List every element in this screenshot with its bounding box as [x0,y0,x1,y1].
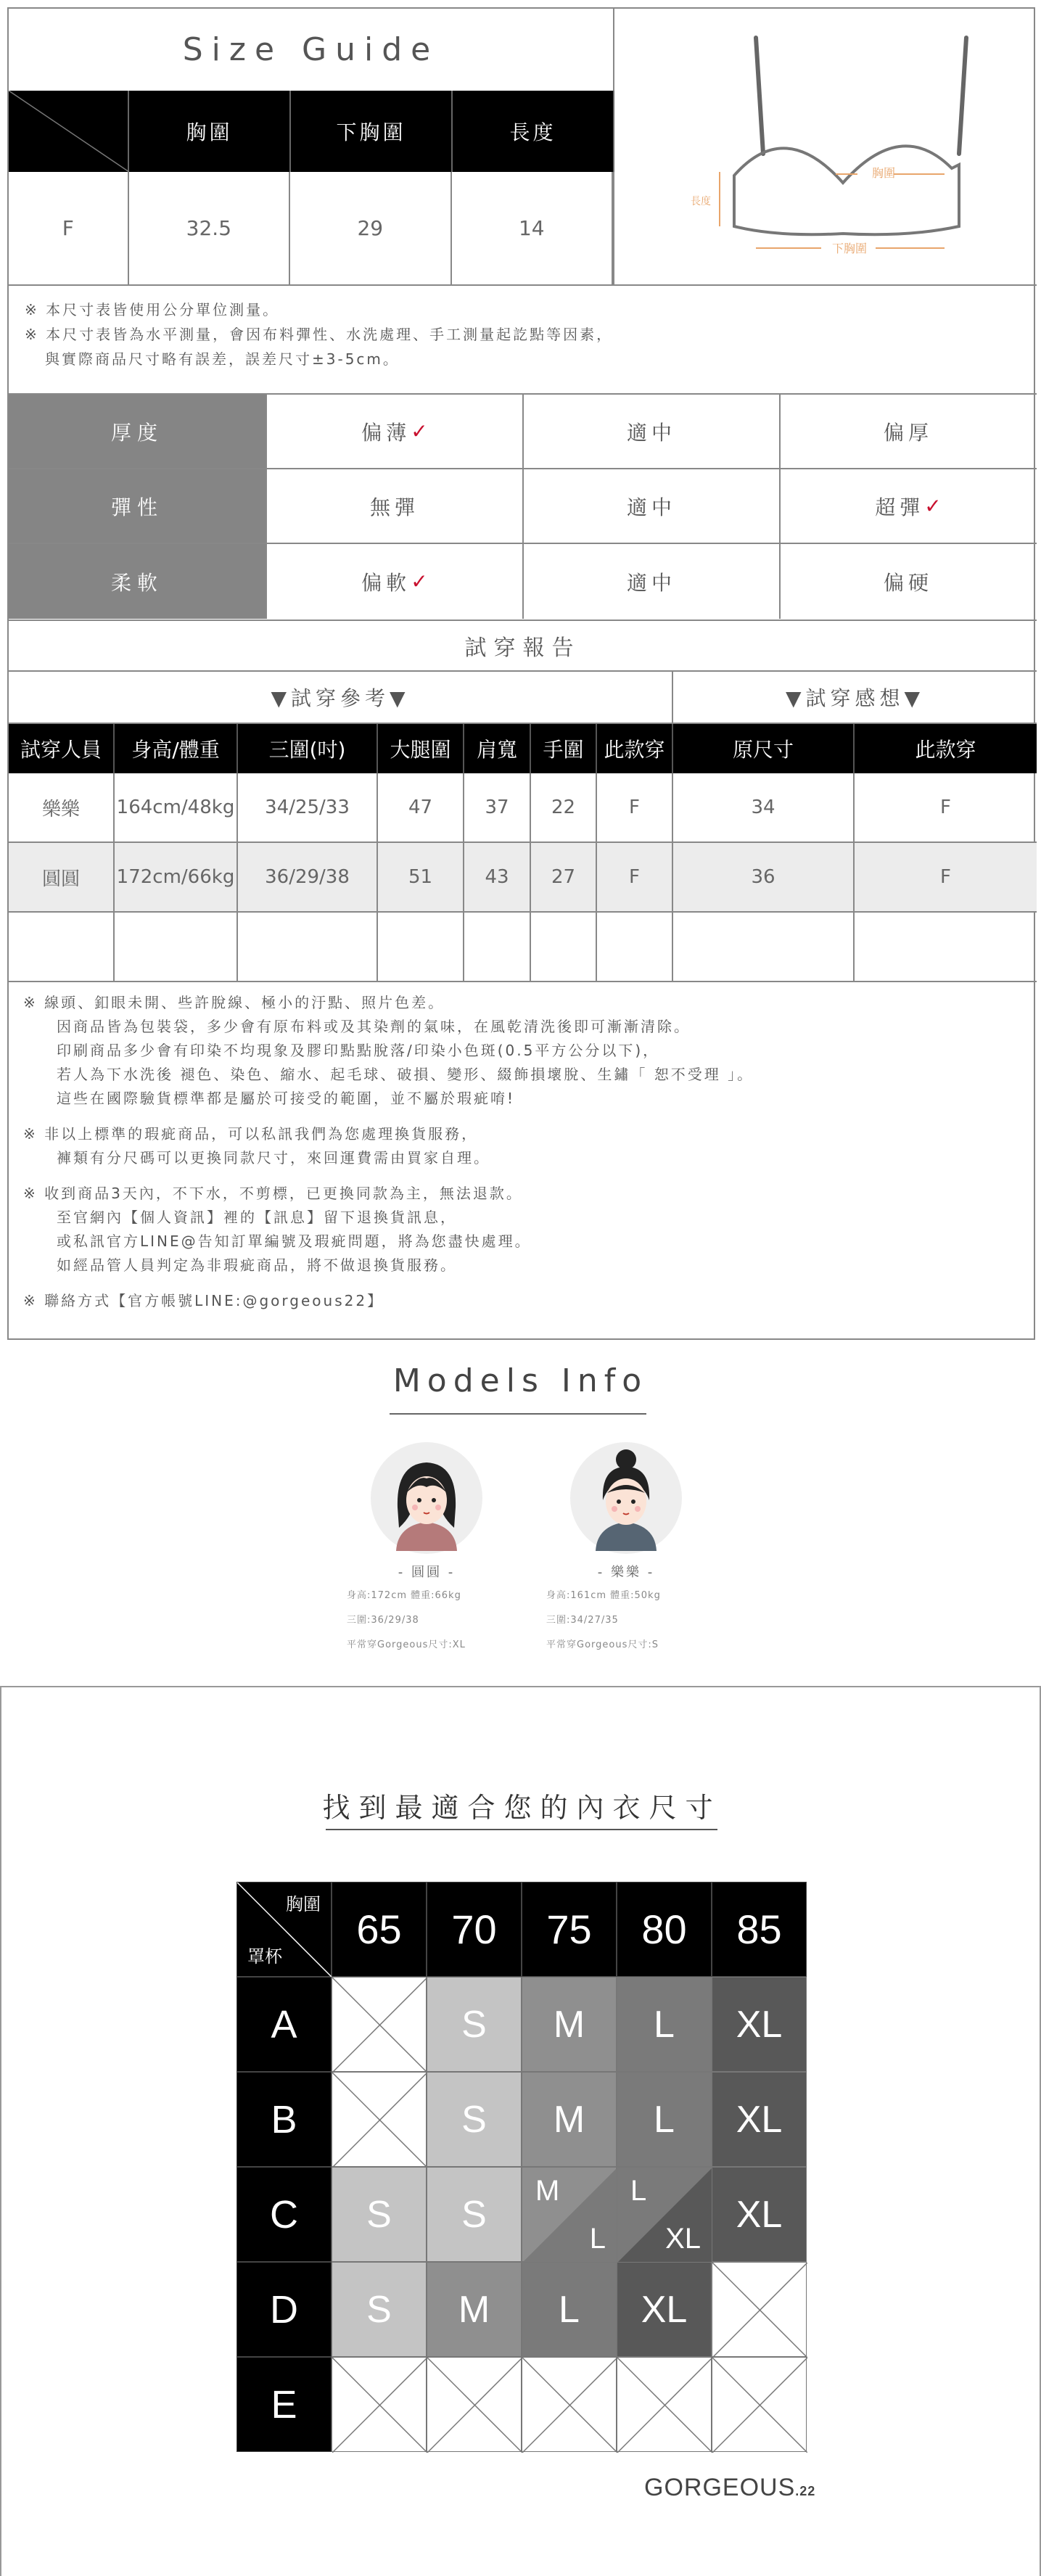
reference-subtitle: ▼試穿參考▼ [9,672,673,724]
attr-option: 偏硬 [779,544,1036,619]
size-cell: L [522,2262,617,2357]
note-line: 與實際商品尺寸略有誤差，誤差尺寸±3-5cm。 [45,350,400,368]
fitting-report-table [9,670,1037,982]
cell: 22 [531,773,597,841]
bust-value: 32.5 [129,172,290,284]
attr-option [266,395,522,468]
attr-row-elasticity [9,469,1037,544]
unavailable-cell [427,2357,522,2452]
cell: 164cm/48kg [115,773,238,841]
info-line: 三圍:36/29/38 [347,1615,419,1626]
policy-line: ※ 收到商品3天內，不下水，不剪標，已更換同款為主，無法退款。 [23,1185,523,1202]
cell [673,913,855,982]
size-cell: L [617,1977,712,2072]
col-thigh: 大腿圍 [378,724,464,773]
cell [464,913,531,982]
attr-option [779,469,1036,543]
attr-option [266,544,522,619]
cup-label-C: C [236,2167,332,2262]
check-icon: ✓ [411,419,428,443]
col-measurements: 三圍(吋) [238,724,378,773]
band-header-70: 70 [427,1882,522,1977]
option-text: 偏薄 [361,420,411,445]
split-size-cell [522,2167,617,2262]
length-value: 14 [452,172,613,284]
cup-label-B: B [236,2072,332,2167]
col-shoulder: 肩寬 [464,724,531,773]
size-cell: S [427,1977,522,2072]
size-top: L [630,2175,647,2207]
cell: 34 [673,773,855,841]
cell: 51 [378,843,464,911]
table-row [9,773,1037,843]
attr-option: 適中 [522,469,779,543]
cell: F [940,797,951,818]
model-name: - 圓圓 - [398,1565,456,1580]
title-underline [326,1829,717,1830]
col-this-item-feel: 此款穿 [915,738,976,762]
band-header-75: 75 [522,1882,617,1977]
avatar [567,1442,686,1555]
cell [9,913,115,982]
cell: 樂樂 [9,773,115,841]
unavailable-cell [332,2072,427,2167]
policy-line: 或私訊官方LINE@告知訂單編號及瑕疵問題，將為您盡快處理。 [57,1233,532,1250]
models-info-title: Models Info [392,1362,649,1399]
attr-option: 適中 [522,395,779,468]
table-row [9,913,1037,982]
size-guide-title: Size Guide [9,9,614,91]
size-info-section [7,7,1035,1340]
unavailable-cell [522,2357,617,2452]
cell [238,913,378,982]
header-diagonal [9,91,129,172]
cell: 36 [673,843,855,911]
cell: 37 [464,773,531,841]
cell [115,913,238,982]
check-icon: ✓ [411,569,428,593]
report-header [9,724,1037,773]
policy-line: 若人為下水洗後 褪色、染色、縮水、起毛球、破損、變形、綴飾損壞脫、生鏽「 恕不受理 」。 [57,1066,754,1083]
fabric-attributes [9,393,1037,620]
size-cell: M [522,2072,617,2167]
band-header-85: 85 [712,1882,807,1977]
cell: F [940,866,951,888]
size-cell: XL [617,2262,712,2357]
unavailable-cell [332,1977,427,2072]
policy-line: 因商品皆為包裝袋，多少會有原布料或及其染劑的氣味，在風乾清洗後即可漸漸清除。 [57,1018,691,1035]
unavailable-cell [332,2357,427,2452]
unavailable-cell [712,2262,807,2357]
table-row [9,843,1037,913]
cell: 34/25/33 [238,773,378,841]
defect-policy-notes [9,981,1037,1340]
check-icon: ✓ [924,494,942,518]
cell [597,913,673,982]
col-tester: 試穿人員 [9,724,115,773]
header-underbust: 下胸圍 [291,91,453,172]
col-arm: 手圍 [531,724,597,773]
note-line: ※ 本尺寸表皆為水平測量，會因布料彈性、水洗處理、手工測量起訖點等因素， [25,326,614,343]
option-text: 超彈 [875,495,925,519]
size-guide-row [9,172,614,284]
cell [531,913,597,982]
size-bottom: XL [665,2223,701,2255]
attr-option: 偏厚 [779,395,1036,468]
policy-line: ※ 非以上標準的瑕疵商品，可以私訊我們為您處理換貨服務， [23,1125,479,1143]
cell: 27 [531,843,597,911]
size-guide [9,9,1037,284]
info-line: 身高:172cm 體重:66kg [347,1590,461,1601]
size-bottom: L [589,2223,606,2255]
cell: 圓圓 [9,843,115,911]
cell: 172cm/66kg [115,843,238,911]
unavailable-cell [712,2357,807,2452]
size-cell: M [427,2262,522,2357]
bra-size-grid [236,1882,807,2452]
info-line: 平常穿Gorgeous尺寸:XL [347,1639,466,1650]
cell: F [597,773,673,841]
size-cell: S [332,2167,427,2262]
diagram-underbust-label: 下胸圍 [832,242,868,255]
avatar [367,1442,487,1555]
brand-name: GORGEOUS [644,2474,796,2501]
cell: 43 [464,843,531,911]
policy-line: 這些在國際驗貨標準都是屬於可接受的範圍，並不屬於瑕疵唷! [57,1090,516,1107]
bra-chart-title: 找到最適合您的內衣尺寸 [322,1792,722,1824]
info-line: 身高:161cm 體重:50kg [546,1590,661,1601]
title-underline [390,1413,646,1415]
policy-line: 至官網內【個人資訊】裡的【訊息】留下退換貨訊息， [57,1209,457,1226]
feedback-subtitle: ▼試穿感想▼ [673,672,1037,724]
cup-label-E: E [236,2357,332,2452]
cell [855,913,1037,982]
attr-option: 無彈 [266,469,522,543]
policy-line: 褲類有分尺碼可以更換同款尺寸，來回運費需由買家自理。 [57,1149,490,1166]
cell: F [597,843,673,911]
cell [378,913,464,982]
note-line: ※ 本尺寸表皆使用公分單位測量。 [25,301,280,318]
corner-cup-label: 罩杯 [247,1946,282,1967]
cell: 36/29/38 [238,843,378,911]
unavailable-cell [617,2357,712,2452]
attr-row-thickness [9,395,1037,469]
size-cell: S [332,2262,427,2357]
col-this-item: 此款穿 [597,724,673,773]
attr-option: 適中 [522,544,779,619]
underbust-value: 29 [290,172,451,284]
info-line: 三圍:34/27/35 [546,1615,619,1626]
diagram-bust-label: 胸圍 [872,166,896,180]
corner-bust-label: 胸圍 [286,1894,321,1914]
col-height-weight: 身高/體重 [115,724,238,773]
attr-label: 厚度 [9,395,266,468]
attr-row-softness [9,544,1037,619]
attr-label: 柔軟 [9,544,266,619]
band-header-80: 80 [617,1882,712,1977]
model-info [347,1584,564,1658]
grid-corner [236,1882,332,1977]
brand-logo [644,2474,815,2502]
bra-diagram [618,9,1035,284]
size-cell: XL [712,1977,807,2072]
size-cell: M [522,1977,617,2072]
model-name: - 樂樂 - [597,1565,655,1580]
cup-label-D: D [236,2262,332,2357]
cell: 47 [378,773,464,841]
option-text: 偏軟 [361,570,411,595]
attr-label: 彈性 [9,469,266,543]
split-size-cell [617,2167,712,2262]
model-card [546,1442,764,1658]
size-cell: XL [712,2072,807,2167]
header-length: 長度 [453,91,614,172]
cup-label-A: A [236,1977,332,2072]
report-rows [9,773,1037,982]
bra-size-section [0,1686,1041,2576]
size-cell: S [427,2072,522,2167]
size-cell: S [427,2167,522,2262]
measurement-notes [9,284,1037,393]
brand-suffix: .22 [795,2484,816,2498]
size-label: F [9,172,129,284]
size-cell: L [617,2072,712,2167]
policy-line: 如經品管人員判定為非瑕疵商品，將不做退換貨服務。 [57,1256,457,1274]
info-line: 平常穿Gorgeous尺寸:S [546,1639,659,1650]
size-cell: XL [712,2167,807,2262]
band-header-65: 65 [332,1882,427,1977]
fitting-report-title: 試穿報告 [9,620,1037,670]
policy-line: ※ 線頭、釦眼未開、些許脫線、極小的汙點、照片色差。 [23,994,445,1011]
model-card [347,1442,564,1658]
model-info [546,1584,764,1658]
diagram-length-label: 長度 [691,196,711,207]
header-bust: 胸圍 [129,91,291,172]
contact-line: ※ 聯絡方式【官方帳號LINE:@gorgeous22】 [23,1292,384,1309]
size-top: M [535,2175,560,2207]
col-original-size: 原尺寸 [673,724,855,773]
size-guide-header [9,91,614,172]
policy-line: 印刷商品多少會有印染不均現象及膠印點點脫落/印染小色斑(0.5平方公分以下)， [57,1042,660,1059]
